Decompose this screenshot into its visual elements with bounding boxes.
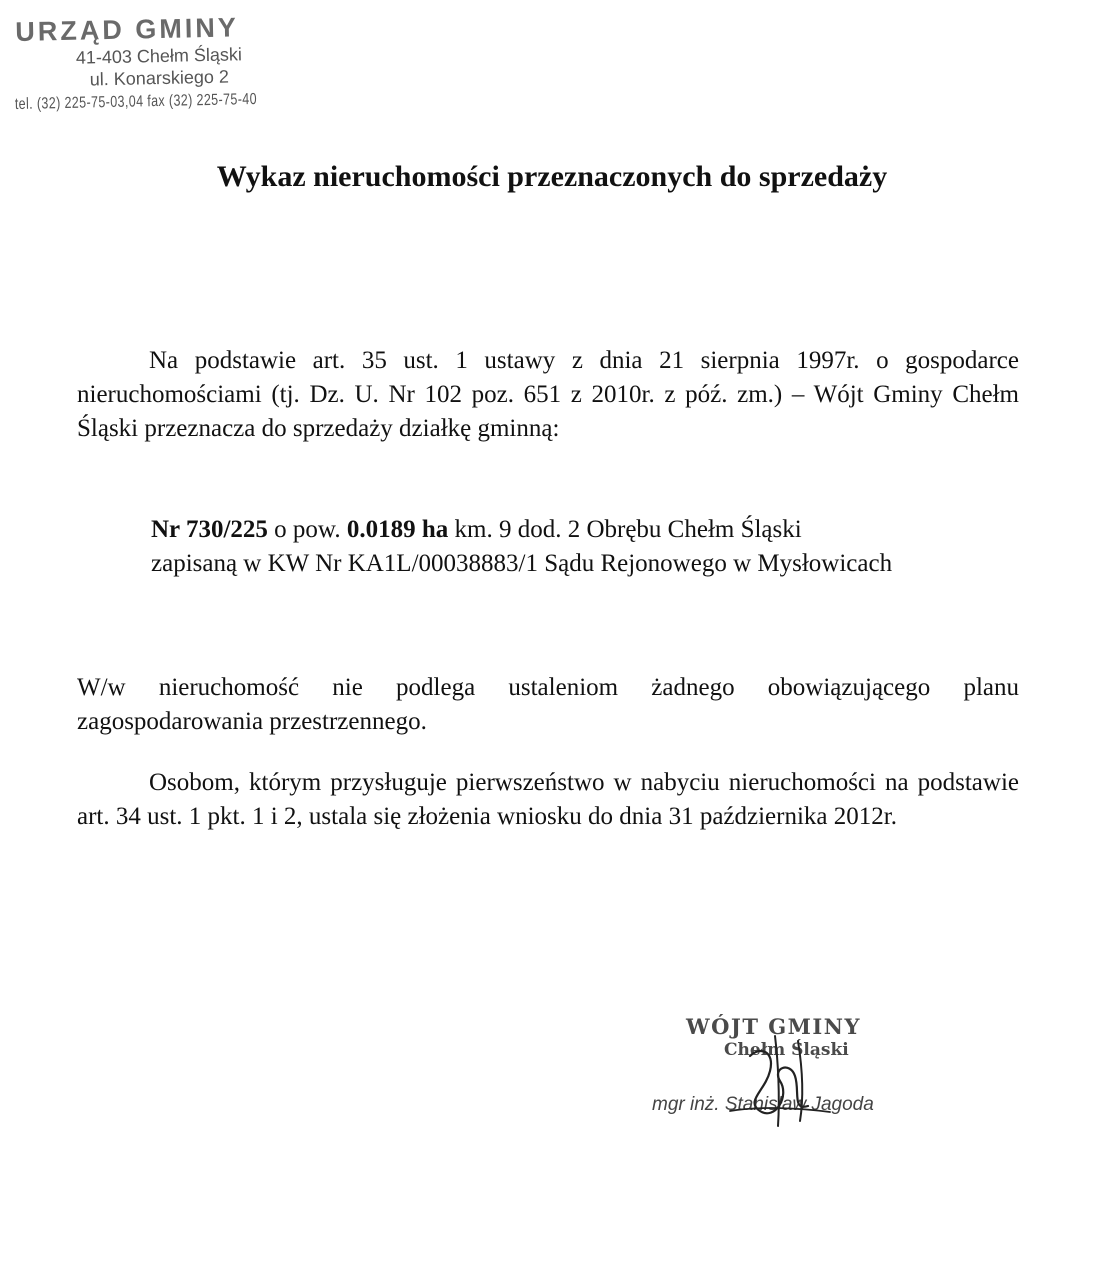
stamp-office-name: URZĄD GMINY xyxy=(15,12,240,47)
plan-note-paragraph: W/w nieruchomość nie podlega ustaleniom żadnego obowiązującego planu zagospodarowania przestrzennego. xyxy=(77,674,1019,735)
parcel-area: 0.0189 ha xyxy=(346,516,449,543)
document-title: Wykaz nieruchomości przeznaczonych do sprzedaży xyxy=(216,160,888,193)
office-stamp xyxy=(13,11,305,114)
stamp-phone: tel. (32) 225-75-03,04 fax (32) 225-75-40 xyxy=(14,90,258,114)
stamp-street: ul. Konarskiego 2 xyxy=(89,66,230,90)
stamp-postal-address: 41-403 Chełm Śląski xyxy=(75,44,243,68)
parcel-description xyxy=(151,513,1051,581)
parcel-number: Nr 730/225 xyxy=(151,516,268,543)
priority-note-paragraph: Osobom, którym przysługuje pierwszeństwo w nabyciu nieruchomości na podstawie art. 34 ust. 1 pkt. 1 i 2, ustala się złożenia wniosku do dnia 31 października 2012r. xyxy=(77,769,1019,830)
parcel-line-2: zapisaną w KW Nr KA1L/00038883/1 Sądu Rejonowego w Mysłowicach xyxy=(151,550,893,577)
signatory-name: mgr inż. Stanisław Jagoda xyxy=(652,1094,874,1115)
intro-paragraph: Na podstawie art. 35 ust. 1 ustawy z dnia 21 sierpnia 1997r. o gospodarce nieruchomościami (tj. Dz. U. Nr 102 poz. 651 z 2010r. z póź. zm.) – Wójt Gminy Chełm Śląski przeznacza do sprzedaży działkę gminną: xyxy=(77,347,1019,442)
handwritten-signature xyxy=(720,1016,840,1136)
parcel-line-1 xyxy=(151,513,1051,547)
parcel-location: km. 9 dod. 2 Obrębu Chełm Śląski xyxy=(448,516,802,543)
parcel-area-prefix: o pow. xyxy=(267,516,347,543)
signature-office: WÓJT GMINY xyxy=(686,1014,861,1039)
signature-place: Chełm Śląski xyxy=(724,1040,849,1060)
